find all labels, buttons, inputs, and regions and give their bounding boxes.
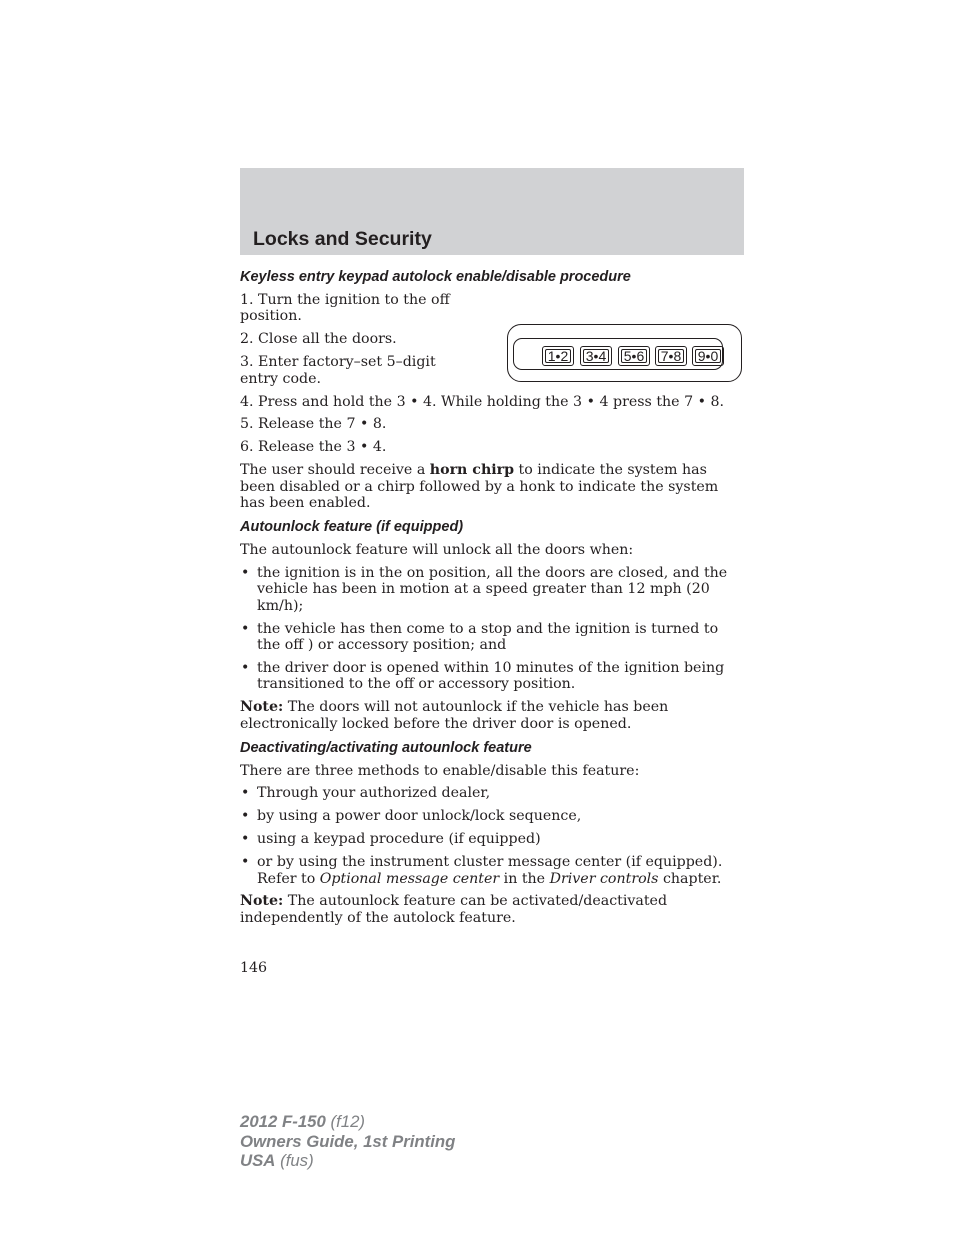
- autolock-steps: [240, 292, 744, 456]
- list-item: • the vehicle has then come to a stop and the ignition is turned to the off ) or accessory position; and: [241, 620, 719, 653]
- keypad-key-5-6: 5•6: [618, 346, 650, 366]
- list-item: • by using a power door unlock/lock sequence,: [241, 808, 582, 825]
- autounlock-intro: The autounlock feature will unlock all the doors when:: [240, 541, 634, 558]
- step-3: 3. Enter factory–set 5–digit entry code.: [240, 354, 436, 387]
- methods-intro: There are three methods to enable/disable this feature:: [240, 762, 640, 779]
- keypad-panel: [513, 338, 723, 370]
- heading-autounlock: Autounlock feature (if equipped): [240, 518, 464, 535]
- bullet-symbol: •: [241, 659, 250, 676]
- bullet-symbol: •: [241, 620, 250, 637]
- list-item: • Through your authorized dealer,: [241, 785, 491, 802]
- page-content: [240, 266, 744, 933]
- list-item: • the ignition is in the on position, all the doors are closed, and the vehicle has been in motion at a speed greater than 12 mph (20 km/h);: [241, 564, 728, 614]
- footer-model-line: 2012 F-150 (f12): [240, 1112, 366, 1131]
- keypad-key-9-0: 9•0: [692, 346, 724, 366]
- keypad-illustration: [507, 324, 742, 382]
- bullet-symbol: •: [241, 564, 250, 581]
- note-label: Note:: [240, 893, 284, 910]
- section-title: Locks and Security: [253, 228, 432, 250]
- keypad-key-7-8: 7•8: [655, 346, 687, 366]
- footer-guide-line: Owners Guide, 1st Printing: [240, 1131, 456, 1151]
- note-label: Note:: [240, 699, 284, 716]
- list-item: • the driver door is opened within 10 minutes of the ignition being transitioned to the off or accessory position.: [241, 659, 725, 693]
- step-2: 2. Close all the doors.: [240, 331, 397, 348]
- autounlock-note: Note: The doors will not autounlock if the vehicle has been electronically locked before the driver door is opened.: [240, 699, 669, 732]
- list-item: • using a keypad procedure (if equipped): [241, 831, 541, 848]
- step-4: 4. Press and hold the 3 • 4. While holding the 3 • 4 press the 7 • 8.: [240, 393, 725, 410]
- cross-ref-message-center: Optional message center: [319, 870, 500, 887]
- keypad-key-1-2: 1•2: [542, 346, 574, 366]
- list-item: • or by using the instrument cluster message center (if equipped). Refer to Optional message center in the Driver controls chapter.: [241, 854, 723, 887]
- step-5: 5. Release the 7 • 8.: [240, 416, 387, 433]
- autolock-result: The user should receive a horn chirp to indicate the system has been disabled or a chirp followed by a honk to indicate the system has been enabled.: [240, 462, 719, 512]
- footer-market-line: USA (fus): [240, 1151, 314, 1170]
- bullet-symbol: •: [241, 785, 250, 802]
- page-number: 146: [240, 960, 268, 976]
- bullet-symbol: •: [241, 854, 250, 871]
- step-6: 6. Release the 3 • 4.: [240, 439, 387, 456]
- enable-methods: [240, 785, 744, 887]
- heading-deactivating: Deactivating/activating autounlock feature: [240, 739, 532, 756]
- step-1: 1. Turn the ignition to the off position.: [240, 292, 450, 325]
- keypad-key-3-4: 3•4: [580, 346, 612, 366]
- autounlock-conditions: [240, 565, 744, 693]
- cross-ref-driver-controls: Driver controls: [549, 870, 659, 887]
- horn-chirp-term: horn chirp: [429, 462, 515, 479]
- bullet-symbol: •: [241, 808, 250, 825]
- bullet-symbol: •: [241, 831, 250, 848]
- independence-note: Note: The autounlock feature can be activated/deactivated independently of the autolock feature.: [240, 893, 668, 926]
- heading-keyless-autolock: Keyless entry keypad autolock enable/disable procedure: [240, 269, 631, 285]
- document-footer: [240, 1112, 455, 1171]
- section-header-band: [240, 168, 744, 255]
